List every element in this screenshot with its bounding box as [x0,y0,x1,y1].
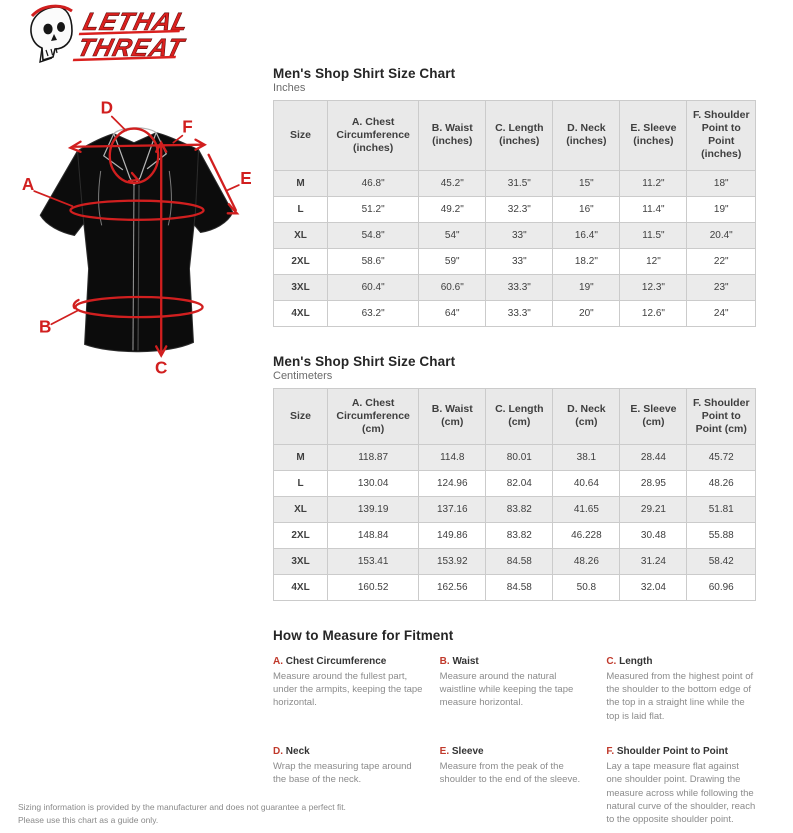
value-cell: 28.95 [620,470,687,496]
inches-chart-title: Men's Shop Shirt Size Chart [273,66,456,81]
size-cell: XL [274,496,328,522]
shirt-diagram-illustration [16,92,256,387]
value-cell: 137.16 [419,496,486,522]
table-row [274,548,756,574]
how-to-measure-section [273,628,756,827]
value-cell: 60.6" [419,274,486,300]
value-cell: 33" [486,222,553,248]
value-cell: 48.26 [553,548,620,574]
size-chart-inches-section [273,66,756,327]
measure-item-heading [606,656,756,667]
value-cell: 58.6" [328,248,419,274]
value-cell: 20" [553,300,620,326]
measure-item-letter: F. [606,746,617,758]
column-header: F. Shoulder Point to Point (inches) [687,101,756,171]
column-header: C. Length (cm) [486,388,553,444]
value-cell: 18" [687,170,756,196]
column-header: D. Neck (cm) [553,388,620,444]
measure-item-heading [273,656,423,667]
measure-item-name: Length [619,655,653,667]
size-cell: L [274,470,328,496]
value-cell: 124.96 [419,470,486,496]
value-cell: 148.84 [328,522,419,548]
measure-item-b [440,656,590,723]
column-header: D. Neck (inches) [553,101,620,171]
value-cell: 130.04 [328,470,419,496]
table-row [274,300,756,326]
disclaimer-line-1: Sizing information is provided by the manufacturer and does not guarantee a perfect fit. [18,802,346,812]
value-cell: 11.5" [620,222,687,248]
measure-item-name: Shoulder Point to Point [616,746,728,758]
measure-item-description: Measured from the highest point of the shoulder to the bottom edge of the top in a straight line while the top is laid flat. [606,670,754,722]
value-cell: 29.21 [620,496,687,522]
value-cell: 60.96 [687,574,756,600]
value-cell: 84.58 [486,548,553,574]
size-cell: M [274,444,328,470]
value-cell: 118.87 [328,444,419,470]
measure-item-name: Sleeve [451,746,484,758]
value-cell: 31.24 [620,548,687,574]
size-cell: 3XL [274,274,328,300]
inches-chart-subtitle: Inches [273,82,306,94]
value-cell: 45.2" [419,170,486,196]
measure-item-name: Chest Circumference [285,655,387,667]
value-cell: 11.2" [620,170,687,196]
size-table-inches [273,100,756,327]
table-row [274,222,756,248]
size-cell: 2XL [274,248,328,274]
value-cell: 41.65 [553,496,620,522]
value-cell: 153.92 [419,548,486,574]
table-row [274,274,756,300]
value-cell: 16" [553,196,620,222]
value-cell: 50.8 [553,574,620,600]
value-cell: 80.01 [486,444,553,470]
measure-item-heading [440,656,590,667]
table-row [274,170,756,196]
value-cell: 60.4" [328,274,419,300]
diagram-label-e: E [240,168,252,189]
value-cell: 22" [687,248,756,274]
column-header: E. Sleeve (cm) [620,388,687,444]
value-cell: 32.3" [486,196,553,222]
disclaimer-line-2: Please use this chart as a guide only. [18,815,159,826]
header-row [274,388,756,444]
measure-item-f [606,746,756,826]
logo-word-lethal: LETHAL [80,8,192,36]
value-cell: 45.72 [687,444,756,470]
measure-item-heading [440,746,590,757]
table-row [274,196,756,222]
cm-chart-title: Men's Shop Shirt Size Chart [273,353,456,369]
value-cell: 11.4" [620,196,687,222]
value-cell: 59" [419,248,486,274]
value-cell: 33.3" [486,274,553,300]
value-cell: 51.2" [328,196,419,222]
value-cell: 18.2" [553,248,620,274]
value-cell: 83.82 [486,522,553,548]
size-cell: L [274,196,328,222]
value-cell: 16.4" [553,222,620,248]
measure-item-description: Lay a tape measure flat against one shoulder point. Drawing the measure across while following the natural curve of the shoulder, reach to the opposite shoulder point. [606,761,756,826]
value-cell: 54" [419,222,486,248]
header-row [274,101,756,171]
value-cell: 46.8" [328,170,419,196]
value-cell: 46.228 [553,522,620,548]
value-cell: 58.42 [687,548,756,574]
column-header: C. Length (inches) [486,101,553,171]
lethal-threat-logo-icon [22,4,237,66]
measure-item-description: Measure around the natural waistline while keeping the tape measure horizontal. [439,670,574,709]
value-cell: 139.19 [328,496,419,522]
diagram-label-b: B [39,316,52,337]
value-cell: 33.3" [486,300,553,326]
value-cell: 55.88 [687,522,756,548]
value-cell: 160.52 [328,574,419,600]
value-cell: 82.04 [486,470,553,496]
value-cell: 49.2" [419,196,486,222]
value-cell: 32.04 [620,574,687,600]
measure-item-e [440,746,590,826]
value-cell: 20.4" [687,222,756,248]
value-cell: 12" [620,248,687,274]
column-header: F. Shoulder Point to Point (cm) [687,388,756,444]
value-cell: 83.82 [486,496,553,522]
measure-item-letter: E. [439,746,452,758]
diagram-label-a: A [21,174,35,195]
size-cell: 4XL [274,300,328,326]
table-row [274,574,756,600]
column-header: Size [274,101,328,171]
column-header: E. Sleeve (inches) [620,101,687,171]
size-cell: 3XL [274,548,328,574]
value-cell: 12.6" [620,300,687,326]
value-cell: 63.2" [328,300,419,326]
measure-item-description: Wrap the measuring tape around the base of the neck. [273,761,412,786]
column-header: B. Waist (inches) [419,101,486,171]
measure-item-a [273,656,423,723]
measure-item-name: Neck [285,746,310,758]
value-cell: 84.58 [486,574,553,600]
column-header: A. Chest Circumference (cm) [328,388,419,444]
measure-item-description: Measure from the peak of the shoulder to the end of the sleeve. [439,761,581,786]
size-cell: M [274,170,328,196]
column-header: Size [274,388,328,444]
footer-disclaimer [18,801,346,827]
value-cell: 149.86 [419,522,486,548]
size-cell: 4XL [274,574,328,600]
table-row [274,444,756,470]
measure-item-c [606,656,756,723]
size-table-centimeters [273,388,756,601]
measure-item-letter: D. [273,746,286,758]
value-cell: 33" [486,248,553,274]
value-cell: 23" [687,274,756,300]
brand-logo [22,4,237,66]
size-chart-cm-section [273,354,756,601]
measure-item-heading [606,746,756,757]
how-to-measure-title: How to Measure for Fitment [273,627,454,643]
value-cell: 28.44 [620,444,687,470]
value-cell: 38.1 [553,444,620,470]
value-cell: 19" [553,274,620,300]
measure-item-letter: A. [273,655,286,667]
value-cell: 51.81 [687,496,756,522]
table-row [274,496,756,522]
column-header: B. Waist (cm) [419,388,486,444]
value-cell: 162.56 [419,574,486,600]
value-cell: 153.41 [328,548,419,574]
size-chart-content [273,66,756,827]
measure-item-heading [273,746,423,757]
value-cell: 19" [687,196,756,222]
diagram-label-c: C [155,357,168,378]
table-row [274,522,756,548]
value-cell: 40.64 [553,470,620,496]
measure-item-description: Measure around the fullest part, under the armpits, keeping the tape horizontal. [273,670,423,709]
value-cell: 30.48 [620,522,687,548]
value-cell: 54.8" [328,222,419,248]
logo-word-threat: THREAT [74,34,187,62]
measure-item-letter: B. [439,655,453,667]
cm-chart-subtitle: Centimeters [273,369,333,382]
value-cell: 24" [687,300,756,326]
measure-item-name: Waist [452,655,479,667]
column-header: A. Chest Circumference (inches) [328,101,419,171]
table-row [274,248,756,274]
measure-item-letter: C. [606,655,620,667]
skull-icon [31,6,72,62]
value-cell: 31.5" [486,170,553,196]
table-row [274,470,756,496]
value-cell: 12.3" [620,274,687,300]
diagram-label-f: F [182,116,193,137]
diagram-label-d: D [100,97,113,118]
value-cell: 114.8 [419,444,486,470]
value-cell: 48.26 [687,470,756,496]
value-cell: 64" [419,300,486,326]
value-cell: 15" [553,170,620,196]
size-cell: XL [274,222,328,248]
size-cell: 2XL [274,522,328,548]
shirt-measurement-diagram [16,92,256,387]
